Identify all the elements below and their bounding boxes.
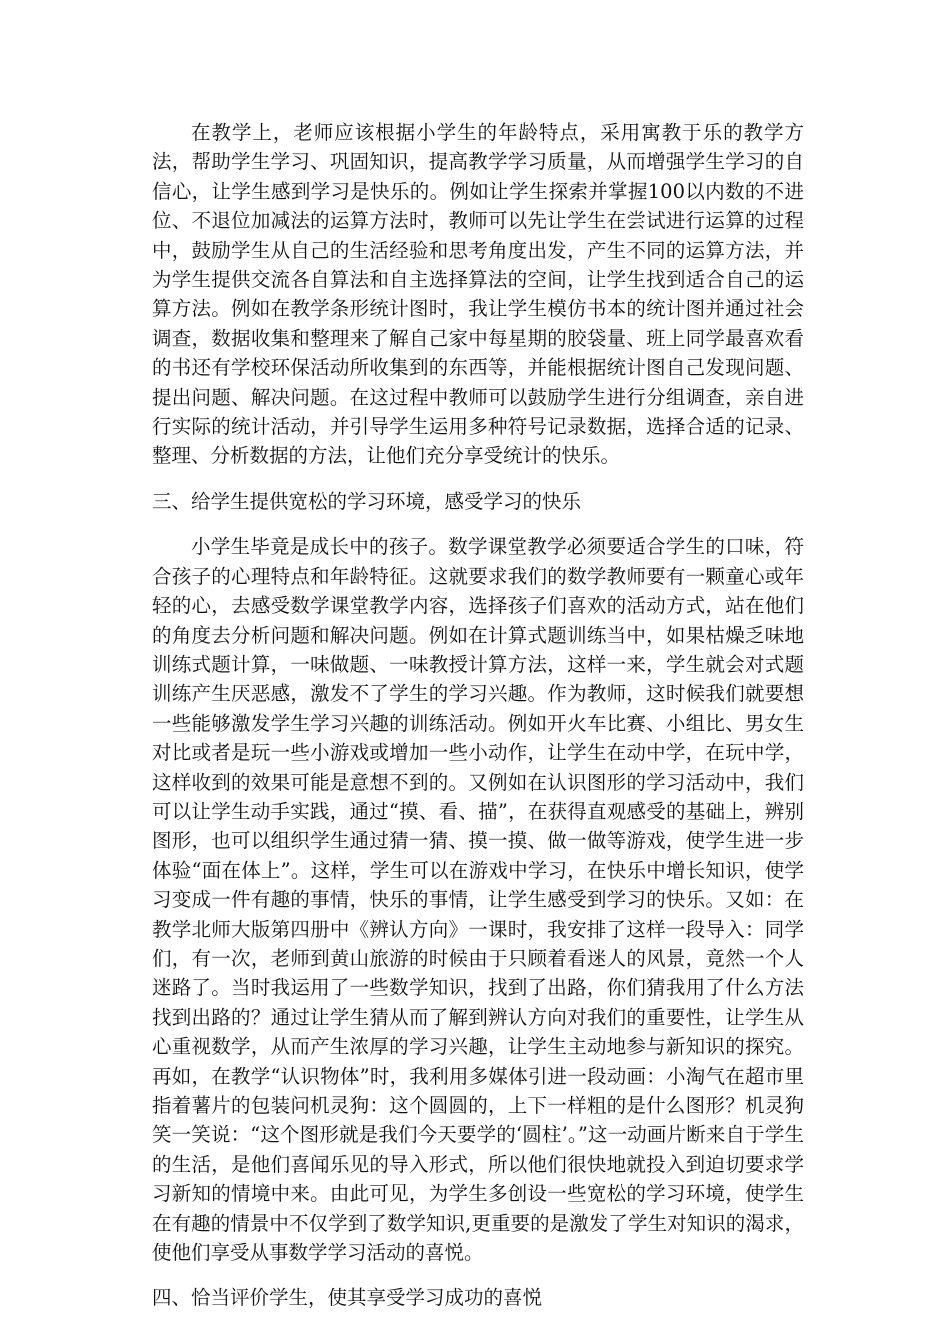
body-paragraph: 小学生毕竟是成长中的孩子。数学课堂教学必须要适合学生的口味，符合孩子的心理特点和年龄特征。这就要求我们的数学教师要有一颗童心或年轻的心，去感受数学课堂教学内容，选择孩子们喜欢的活动方式，站在他们的角度去分析问题和解决问题。例如在计算式题训练当中，如果枯燥乏味地训练式题计算，一味做题、一味教授计算方法，这样一来，学生就会对式题训练产生厌恶感，激发不了学生的学习兴趣。作为教师，这时候我们就要想一些能够激发学生学习兴趣的训练活动。例如开火车比赛、小组比、男女生对比或者是玩一些小游戏或增加一些小动作，让学生在动中学，在玩中学，这样收到的效果可能是意想不到的。又例如在认识图形的学习活动中，我们可以让学生动手实践，通过“摸、看、描”，在获得直观感受的基础上，辨别图形，也可以组织学生通过猜一猜、摸一摸、做一做等游戏，使学生进一步体验“面在体上”。这样，学生可以在游戏中学习，在快乐中增长知识，使学习变成一件有趣的事情，快乐的事情，让学生感受到学习的快乐。又如：在教学北师大版第四册中《辨认方向》一课时，我安排了这样一段导入：同学们，有一次，老师到黄山旅游的时候由于只顾着看迷人的风景，竟然一个人迷路了。当时我运用了一些数学知识，找到了出路，你们猜我用了什么方法找到出路的？通过让学生猜从而了解到辨认方向对我们的重要性，让学生从心重视数学，从而产生浓厚的学习兴趣，让学生主动地参与新知识的探究。再如，在教学“认识物体”时，我利用多媒体引进一段动画：小淘气在超市里指着薯片的包装问机灵狗：这个圆圆的，上下一样粗的是什么图形？机灵狗笑一笑说：“这个图形就是我们今天要学的‘圆柱’。”这一动画片断来自于学生的生活，是他们喜闻乐见的导入形式，所以他们很快地就投入到迫切要求学习新知的情境中来。由此可见，为学生多创设一些宽松的学习环境，使学生在有趣的情景中不仅学到了数学知识,更重要的是激发了学生对知识的渴求，使他们享受从事数学学习活动的喜悦。 <box>152 535 804 1265</box>
document-page <box>152 118 804 1313</box>
section-heading: 四、恰当评价学生，使其享受学习成功的喜悦 <box>152 1286 543 1310</box>
body-paragraph: 在教学上，老师应该根据小学生的年龄特点，采用寓教于乐的教学方法，帮助学生学习、巩固知识，提高教学学习质量，从而增强学生学习的自信心，让学生感到学习是快乐的。例如让学生探索并掌握100以内数的不进位、不退位加减法的运算方法时，教师可以先让学生在尝试进行运算的过程中，鼓励学生从自己的生活经验和思考角度出发，产生不同的运算方法，并为学生提供交流各自算法和自主选择算法的空间，让学生找到适合自己的运算方法。例如在教学条形统计图时，我让学生模仿书本的统计图并通过社会调查，数据收集和整理来了解自己家中每星期的胶袋量、班上同学最喜欢看的书还有学校环保活动所收集到的东西等，并能根据统计图自己发现问题、提出问题、解决问题。在这过程中教师可以鼓励学生进行分组调查，亲自进行实际的统计活动，并引导学生运用多种符号记录数据，选择合适的记录、整理、分析数据的方法，让他们充分享受统计的快乐。 <box>152 121 804 468</box>
section-heading: 三、给学生提供宽松的学习环境，感受学习的快乐 <box>152 489 582 513</box>
